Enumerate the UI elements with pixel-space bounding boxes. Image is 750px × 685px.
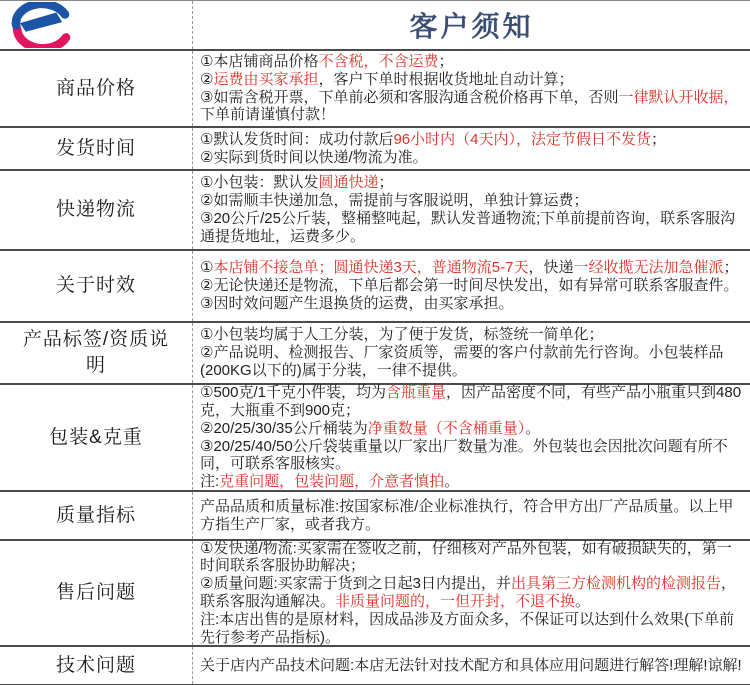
- normal-text: ，因产品密度不同，有些产品小瓶重只到480克，大瓶重不到900克；: [200, 384, 742, 419]
- normal-text: ①: [200, 259, 214, 277]
- logo-cell: [0, 1, 193, 49]
- normal-text: ②无论快递还是物流，下单后都会第一时间尽快发出，如有异常可联系客服查件。: [200, 277, 739, 295]
- highlight-text: 不含税，不含运费: [318, 52, 439, 70]
- normal-text: ①小包装：默认发: [200, 174, 319, 192]
- notice-table-body: [0, 49, 750, 685]
- normal-text: ①默认发货时间：成功付款后: [200, 130, 394, 148]
- normal-text: ，客户下单时根据收货地址自动计算；: [318, 70, 574, 88]
- row-label: 商品价格: [0, 51, 193, 126]
- notice-paragraph: [200, 131, 744, 149]
- normal-text: ；: [438, 52, 454, 70]
- normal-text: 。: [444, 473, 460, 491]
- table-row: [0, 169, 750, 249]
- row-content: [193, 647, 750, 684]
- notice-paragraph: [200, 420, 744, 438]
- row-label: 快递物流: [0, 171, 193, 249]
- row-label: 产品标签/资质说明: [0, 323, 193, 383]
- normal-text: ③20/25/40/50公斤袋装重量以厂家出厂数量为准。外包装也会因批次问题有所不同，可联系客服核实。: [200, 437, 728, 473]
- normal-text: ；: [378, 174, 394, 192]
- notice-paragraph: [200, 611, 744, 647]
- notice-paragraph: [200, 438, 744, 474]
- table-row: [0, 321, 750, 383]
- notice-paragraph: [200, 53, 744, 71]
- notice-paragraph: [200, 295, 744, 313]
- row-label: 关于时效: [0, 251, 193, 321]
- notice-paragraph: [200, 149, 744, 167]
- highlight-text: 克重问题，包装问题，介意者慎拍: [219, 473, 445, 491]
- normal-text: 。: [525, 419, 541, 437]
- row-content: [193, 251, 750, 321]
- brand-logo-icon: [8, 2, 76, 48]
- row-label: 发货时间: [0, 128, 193, 169]
- notice-paragraph: [200, 540, 744, 576]
- notice-paragraph: [200, 174, 744, 192]
- notice-paragraph: [200, 326, 744, 344]
- notice-paragraph: [200, 71, 744, 89]
- notice-paragraph: [200, 192, 744, 210]
- normal-text: ②实际到货时间以快递/物流为准。: [200, 148, 428, 166]
- highlight-text: 净重数量（不含桶重量）: [367, 419, 526, 437]
- notice-paragraph: [200, 344, 744, 380]
- table-row: [0, 126, 750, 169]
- normal-text: ，联系客服沟通解决。: [200, 575, 736, 610]
- normal-text: ；: [650, 130, 666, 148]
- notice-paragraph: [200, 277, 744, 295]
- highlight-text: 一经收揽无法加急催派: [573, 259, 724, 277]
- highlight-text: 一律默认开收据，: [618, 88, 739, 106]
- table-row: [0, 645, 750, 685]
- normal-text: ②20/25/30/35公斤桶装为: [200, 419, 368, 437]
- normal-text: ①本店铺商品价格: [200, 52, 319, 70]
- normal-text: 注:本店出售的是原材料，因成品涉及方面众多，不保证可以达到什么效果(下单前先行参考产品指标)。: [200, 610, 735, 646]
- row-label: 质量指标: [0, 492, 193, 539]
- notice-paragraph: [200, 575, 744, 611]
- table-row: [0, 249, 750, 321]
- normal-text: ②质量问题:买家需于货到之日起3日内提出，并: [200, 575, 511, 593]
- highlight-text: 本店铺不接急单；圆通快递3天，普通物流5-7天: [213, 259, 529, 277]
- highlight-text: 运费由买家承担: [213, 70, 319, 88]
- row-label: 售后问题: [0, 541, 193, 645]
- notice-paragraph: [200, 89, 744, 125]
- highlight-text: 含瓶重量: [386, 384, 447, 402]
- sheet-header: [0, 1, 750, 49]
- normal-text: ；: [723, 259, 739, 277]
- row-content: [193, 541, 750, 645]
- normal-text: 。: [575, 593, 591, 610]
- notice-paragraph: [200, 259, 744, 277]
- notice-paragraph: [200, 473, 744, 491]
- row-content: [193, 128, 750, 169]
- highlight-text: 出具第三方检测机构的检测报告: [510, 575, 721, 593]
- normal-text: 产品品质和质量标准:按国家标准/企业标准执行，符合甲方出厂产品质量。以上甲方指生产厂家，或者我方。: [200, 497, 734, 533]
- row-label: 包装&克重: [0, 385, 193, 490]
- normal-text: ①500克/1千克小件装，均为: [200, 384, 386, 402]
- normal-text: ②产品说明、检测报告、厂家资质等，需要的客户付款前先行咨询。小包装样品(200KG以下的)属于分装，一律不提供。: [200, 344, 724, 379]
- normal-text: ①小包装均属于人工分装，为了便于发货，标签统一简单化；: [200, 326, 604, 344]
- notice-paragraph: [200, 498, 744, 534]
- notice-paragraph: [200, 657, 744, 675]
- normal-text: 注:: [200, 473, 220, 491]
- table-row: [0, 383, 750, 490]
- normal-text: ①发快递/物流:买家需在签收之前，仔细核对产品外包装，如有破损缺失的，第一时间联系客服协助解决；: [200, 539, 732, 575]
- normal-text: ，快递: [528, 259, 574, 277]
- highlight-text: 96小时内（4天内），法定节假日不发货: [393, 130, 651, 148]
- normal-text: ③因时效问题产生退换货的运费，由买家承担。: [200, 294, 514, 312]
- notice-paragraph: [200, 384, 744, 420]
- normal-text: ③20公斤/25公斤装，整桶整吨起，默认发普通物流;下单前提前咨询，联系客服沟通提货地址，运费多少。: [200, 210, 736, 245]
- normal-text: ②如需顺丰快递加急，需提前与客服说明，单独计算运费；: [200, 192, 589, 210]
- row-content: [193, 323, 750, 383]
- row-content: [193, 51, 750, 126]
- notice-paragraph: [200, 210, 744, 246]
- normal-text: 下单前请谨慎付款！: [200, 106, 336, 124]
- row-content: [193, 385, 750, 490]
- table-row: [0, 490, 750, 539]
- row-content: [193, 171, 750, 249]
- row-label: 技术问题: [0, 647, 193, 684]
- row-content: [193, 492, 750, 539]
- normal-text: 关于店内产品技术问题:本店无法针对技术配方和具体应用问题进行解答!理解!谅解!: [200, 656, 742, 674]
- normal-text: ②: [200, 70, 214, 88]
- page-title: 客户须知: [409, 11, 534, 42]
- highlight-text: 非质量问题的，一但开封，不退不换: [335, 593, 576, 610]
- table-row: [0, 539, 750, 645]
- highlight-text: 圆通快递: [318, 174, 379, 192]
- table-row: [0, 49, 750, 126]
- normal-text: ③如需含税开票，下单前必须和客服沟通含税价格再下单，否则: [200, 88, 619, 106]
